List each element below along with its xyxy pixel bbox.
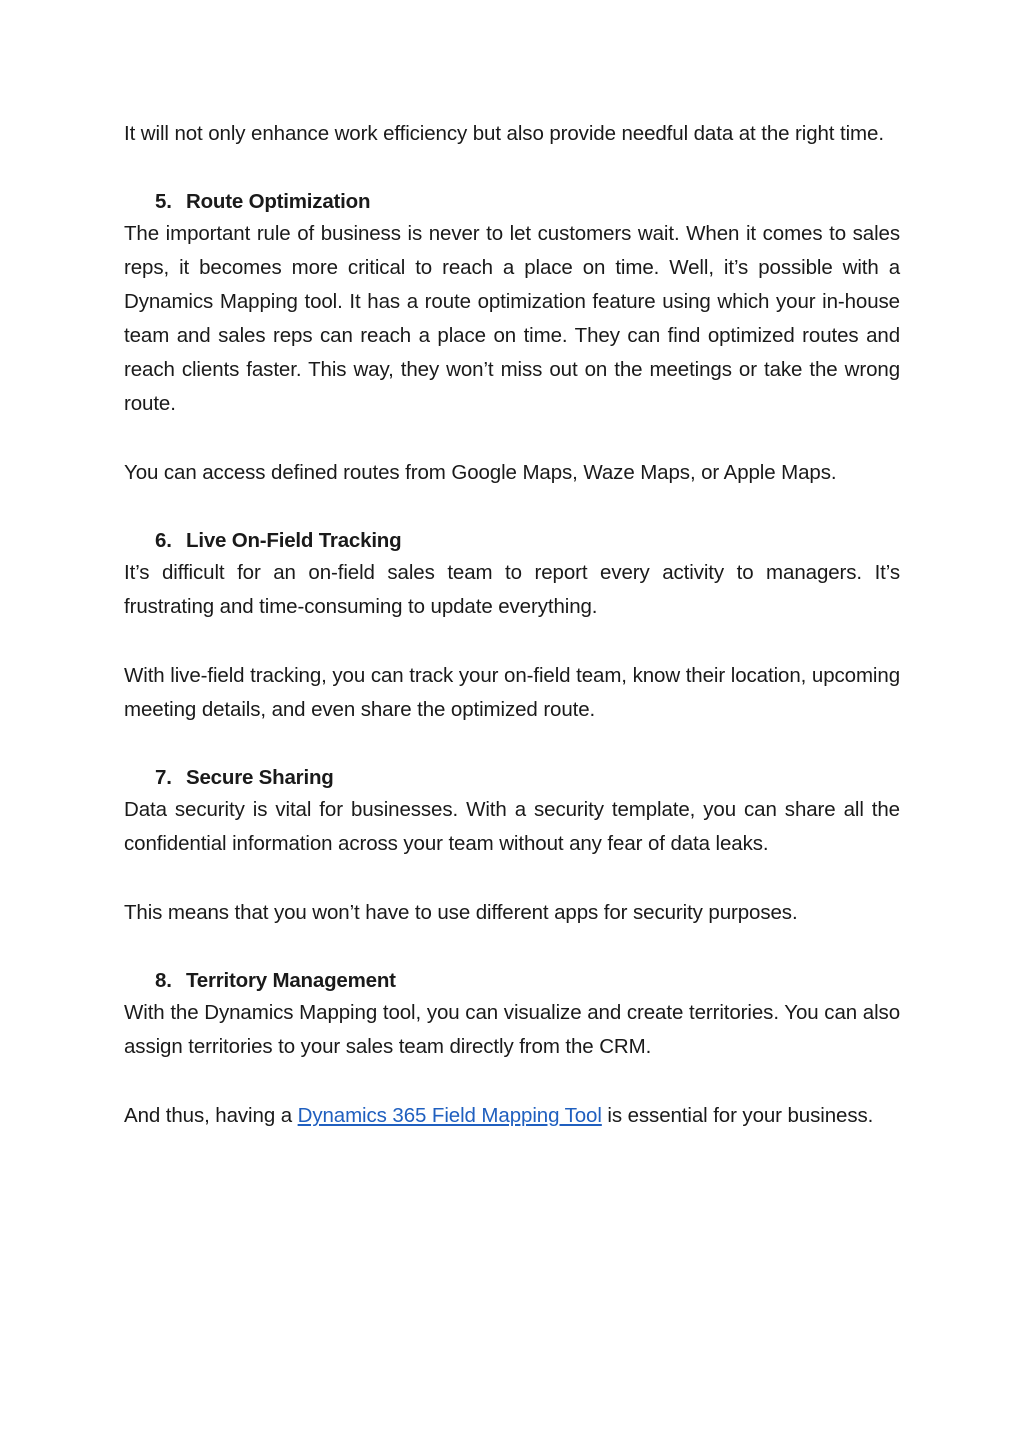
dynamics-365-field-mapping-tool-link[interactable]: Dynamics 365 Field Mapping Tool: [297, 1104, 602, 1127]
spacer: [124, 930, 900, 965]
secure-sharing-paragraph-1: Data security is vital for businesses. With a security template, you can share all the confidential information across your team without any fear of data leaks.: [124, 798, 900, 855]
section-number: 7.: [155, 766, 172, 789]
section-title: Live On-Field Tracking: [186, 529, 402, 552]
closing-paragraph: [124, 1099, 900, 1133]
document-page: [124, 117, 900, 1133]
section-heading-secure-sharing: [124, 762, 900, 793]
section-title: Route Optimization: [186, 190, 371, 213]
territory-management-paragraph: With the Dynamics Mapping tool, you can visualize and create territories. You can also assign territories to your sales team directly from the CRM.: [124, 1001, 900, 1058]
spacer: [124, 421, 900, 456]
live-tracking-paragraph-2: With live-field tracking, you can track your on-field team, know their location, upcoming meeting details, and even share the optimized route.: [124, 664, 900, 721]
route-optimization-paragraph-2: You can access defined routes from Google Maps, Waze Maps, or Apple Maps.: [124, 461, 837, 484]
closing-text-before: And thus, having a: [124, 1104, 298, 1127]
spacer: [124, 490, 900, 525]
secure-sharing-paragraph-2: This means that you won’t have to use different apps for security purposes.: [124, 901, 798, 924]
section-heading-route-optimization: [124, 186, 900, 217]
route-optimization-paragraph-1: The important rule of business is never to let customers wait. When it comes to sales reps, it becomes more critical to reach a place on time. Well, it’s possible with a Dynamics Mapping tool. It has a route optimization feature using which your in-house team and sales reps can reach a place on time. They can find optimized routes and reach clients faster. This way, they won’t miss out on the meetings or take the wrong route.: [124, 222, 900, 415]
section-title: Territory Management: [186, 969, 396, 992]
spacer: [124, 624, 900, 659]
spacer: [124, 151, 900, 186]
spacer: [124, 1064, 900, 1099]
section-heading-territory-management: [124, 965, 900, 996]
closing-text-after: is essential for your business.: [601, 1104, 874, 1127]
section-number: 8.: [155, 969, 172, 992]
section-heading-live-on-field-tracking: [124, 525, 900, 556]
section-number: 6.: [155, 529, 172, 552]
intro-paragraph: It will not only enhance work efficiency but also provide needful data at the right time.: [124, 122, 884, 145]
section-title: Secure Sharing: [186, 766, 334, 789]
live-tracking-paragraph-1: It’s difficult for an on-field sales team to report every activity to managers. It’s frustrating and time-consuming to update everything.: [124, 561, 900, 618]
spacer: [124, 727, 900, 762]
spacer: [124, 861, 900, 896]
section-number: 5.: [155, 190, 172, 213]
